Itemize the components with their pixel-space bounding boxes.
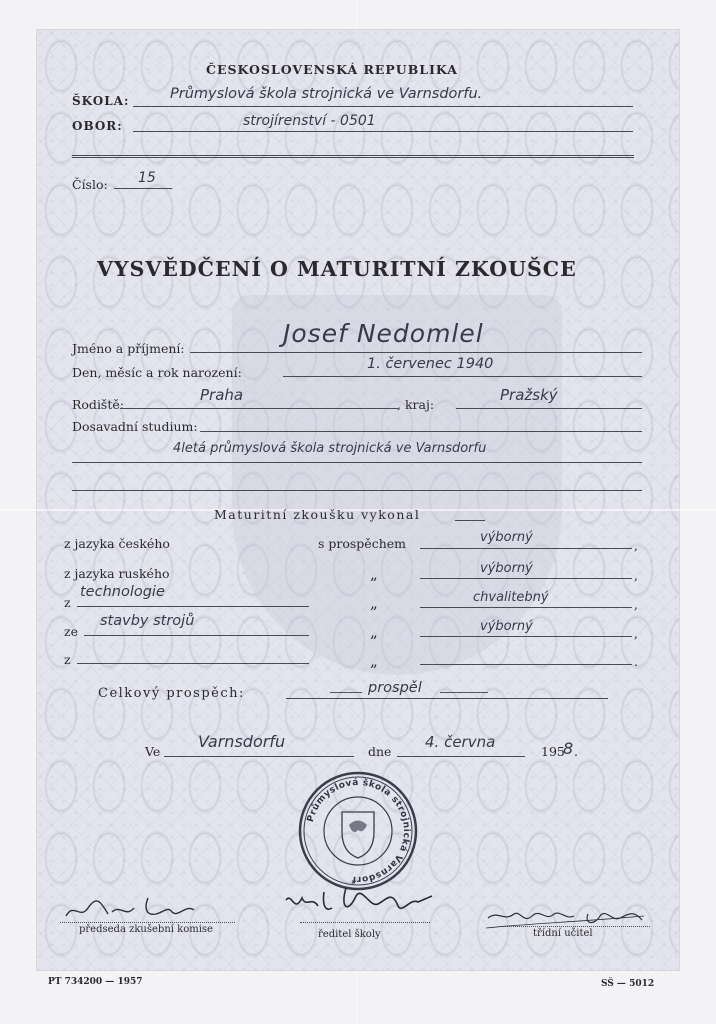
exam-row-4-subject: stavby strojů: [100, 613, 195, 629]
comma: ,: [634, 597, 638, 612]
exam-row-5-subject-line: [77, 663, 309, 664]
number-label: Číslo:: [72, 177, 108, 192]
ditto-mark-2: „: [370, 565, 378, 583]
teacher-label: třídní učitel: [533, 928, 593, 939]
ditto-mark-4: „: [370, 623, 378, 641]
region-line: [456, 408, 642, 409]
date-value: 4. června: [425, 733, 496, 751]
birth-line: [283, 376, 642, 377]
number-value: 15: [138, 170, 156, 186]
name-label: Jméno a příjmení:: [72, 341, 185, 356]
overall-label: Celkový prospěch:: [98, 686, 245, 701]
field-label: OBOR:: [72, 119, 123, 133]
exam-heading-line: [455, 520, 485, 521]
date-line: [397, 756, 525, 757]
birthplace-line: [120, 408, 398, 409]
school-label: ŠKOLA:: [72, 94, 130, 108]
exam-row-2-line: [420, 578, 632, 579]
overall-line: [286, 698, 608, 699]
stamp-text: Průmyslová škola strojnická Varnsdorf: [305, 777, 412, 885]
document-title: VYSVĚDČENÍ O MATURITNÍ ZKOUŠCE: [97, 257, 577, 281]
previous-study-value: 4letá průmyslová škola strojnická ve Varnsdorfu: [173, 441, 487, 456]
exam-row-4-subject-line: [84, 635, 309, 636]
comma: ,: [634, 538, 638, 553]
field-value: strojírenství - 0501: [243, 113, 376, 129]
place-line: [164, 756, 354, 757]
number-line: [114, 188, 172, 189]
school-value: Průmyslová škola strojnická ve Varnsdorfu.: [170, 86, 483, 102]
exam-row-4-prefix: ze: [64, 624, 78, 639]
republic-heading: ČESKOSLOVENSKÁ REPUBLIKA: [206, 62, 458, 77]
year-digit: 8: [563, 739, 574, 758]
director-label: ředitel školy: [318, 929, 381, 940]
exam-row-3-prefix: z: [64, 595, 71, 610]
exam-row-2-prefix: z jazyka ruského: [64, 566, 170, 581]
year-period: .: [574, 744, 578, 759]
exam-row-1-grade: výborný: [480, 530, 533, 545]
place-value: Varnsdorfu: [198, 732, 286, 751]
previous-study-line-1: [200, 431, 642, 432]
exam-result-label: s prospěchem: [318, 536, 407, 551]
exam-row-3-subject-line: [77, 606, 309, 607]
region-value: Pražský: [500, 386, 558, 404]
previous-study-label: Dosavadní studium:: [72, 419, 198, 434]
name-line: [190, 352, 642, 353]
birth-label: Den, měsíc a rok narození:: [72, 365, 242, 380]
exam-row-1-line: [420, 548, 632, 549]
exam-row-3-grade: chvalitebný: [473, 590, 549, 605]
director-sign-line: [300, 922, 430, 923]
previous-study-line-3: [72, 490, 642, 491]
footer-form-number: PT 734200 — 1957: [48, 977, 143, 987]
exam-row-5-prefix: z: [64, 652, 71, 667]
name-value: Josef Nedomlel: [283, 319, 484, 348]
official-school-stamp: [297, 770, 419, 892]
header-double-rule: [72, 155, 634, 158]
year-prefix: 195: [541, 744, 565, 759]
chair-label: předseda zkušební komise: [79, 924, 213, 935]
overall-dash-right: [440, 692, 488, 693]
comma: ,: [634, 568, 638, 583]
ditto-mark-5: „: [370, 652, 378, 670]
chair-sign-line: [60, 922, 235, 923]
svg-text:Průmyslová škola strojnická Va: [306, 777, 411, 884]
overall-value: prospěl: [368, 680, 422, 696]
exam-row-4-grade: výborný: [480, 619, 533, 634]
overall-dash-left: [330, 692, 362, 693]
school-line: [133, 106, 633, 107]
exam-row-1-prefix: z jazyka českého: [64, 536, 170, 551]
exam-row-3-line: [420, 607, 632, 608]
ditto-mark-3: „: [370, 594, 378, 612]
chair-signature: [60, 890, 210, 924]
exam-row-4-line: [420, 636, 632, 637]
field-line: [133, 131, 633, 132]
exam-row-2-grade: výborný: [480, 561, 533, 576]
exam-row-3-subject: technologie: [80, 584, 165, 600]
teacher-sign-line: [500, 926, 650, 927]
birthplace-value: Praha: [200, 386, 244, 404]
exam-heading: Maturitní zkoušku vykonal: [214, 507, 421, 522]
comma: ,: [634, 626, 638, 641]
birthplace-label: Rodiště:: [72, 397, 124, 412]
footer-code: SŠ — 5012: [601, 979, 655, 989]
previous-study-line-2: [72, 462, 642, 463]
exam-row-5-line: [420, 664, 632, 665]
region-label: , kraj:: [397, 397, 435, 412]
place-in-label: Ve: [145, 744, 161, 759]
birth-value: 1. červenec 1940: [367, 356, 494, 372]
date-label: dne: [368, 744, 392, 759]
period: .: [634, 654, 638, 669]
